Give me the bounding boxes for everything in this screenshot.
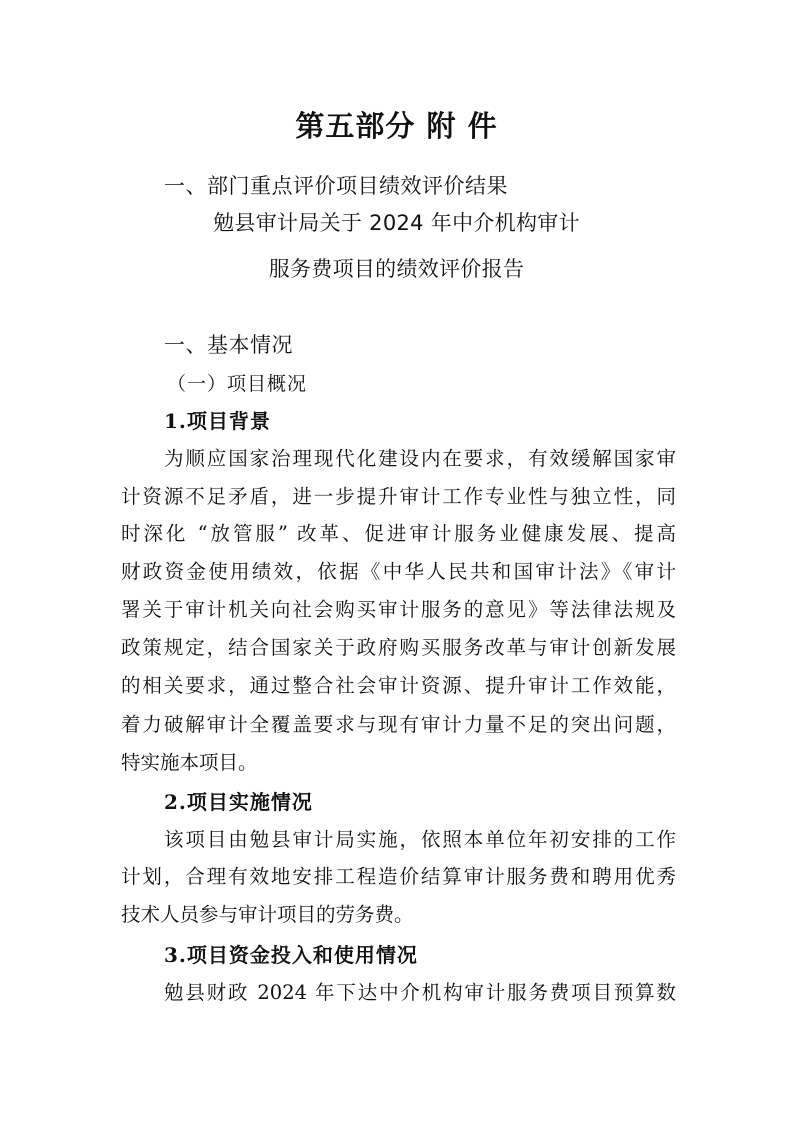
implementation-heading: 2.项目实施情况	[164, 790, 313, 814]
part-title: 第五部分 附 件	[295, 109, 498, 143]
paragraph-line: 勉县财政 2024 年下达中介机构审计服务费项目预算数	[164, 981, 676, 1004]
paragraph-line: 特实施本项目。	[121, 751, 258, 774]
paragraph-line: 计划，合理有效地安排工程造价结算审计服务费和聘用优秀	[121, 865, 676, 888]
report-title-line-1: 勉县审计局关于 2024 年中介机构审计	[213, 211, 580, 235]
paragraph-line: 财政资金使用绩效，依据《中华人民共和国审计法》《审计	[121, 560, 676, 583]
project-background-heading: 1.项目背景	[164, 409, 271, 433]
basic-situation-heading: 一、基本情况	[164, 333, 293, 357]
project-overview-heading: （一）项目概况	[167, 373, 308, 395]
paragraph-line: 着力破解审计全覆盖要求与现有审计力量不足的突出问题，	[121, 713, 676, 736]
paragraph-line: 政策规定，结合国家关于政府购买服务改革与审计创新发展	[121, 636, 676, 659]
paragraph-line: 该项目由勉县审计局实施，依照本单位年初安排的工作	[164, 828, 676, 851]
section-heading-evaluation-results: 一、部门重点评价项目绩效评价结果	[164, 174, 508, 198]
report-title-line-2: 服务费项目的绩效评价报告	[268, 257, 525, 281]
paragraph-line: 为顺应国家治理现代化建设内在要求，有效缓解国家审	[164, 447, 676, 470]
paragraph-line: 技术人员参与审计项目的劳务费。	[121, 903, 414, 926]
paragraph-line: 计资源不足矛盾，进一步提升审计工作专业性与独立性，同	[121, 485, 676, 508]
paragraph-line: 时深化 “放管服” 改革、促进审计服务业健康发展、提高	[121, 522, 676, 545]
funding-heading: 3.项目资金投入和使用情况	[164, 943, 418, 967]
paragraph-line: 署关于审计机关向社会购买审计服务的意见》等法律法规及	[121, 598, 676, 621]
paragraph-line: 的相关要求，通过整合社会审计资源、提升审计工作效能，	[121, 674, 676, 697]
